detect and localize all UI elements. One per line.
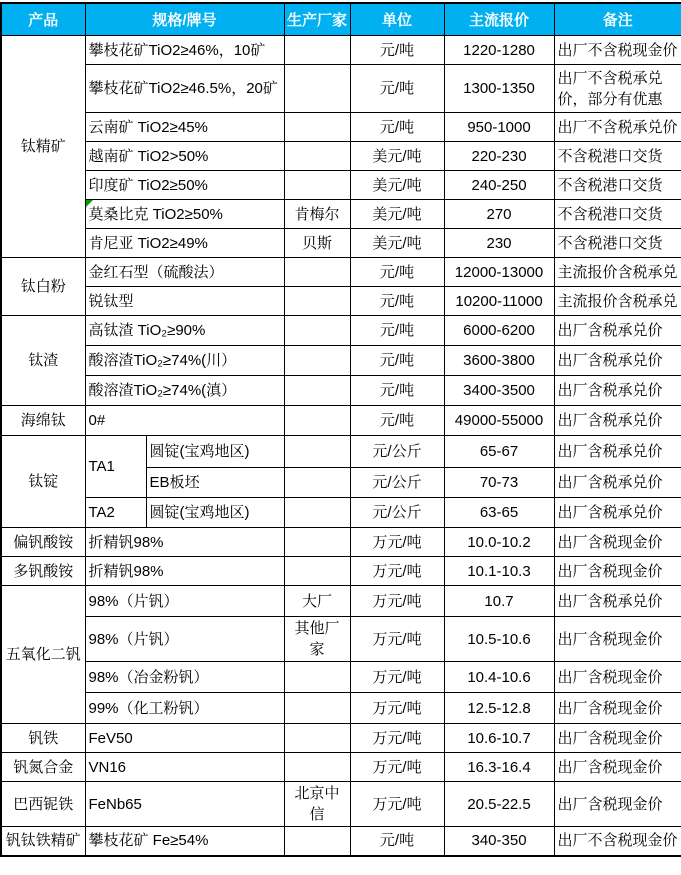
price-cell: 1220-1280 — [444, 36, 554, 65]
price-cell: 10.4-10.6 — [444, 662, 554, 693]
unit-cell: 万元/吨 — [350, 693, 444, 724]
table-header — [1, 3, 681, 36]
table-row — [1, 142, 681, 171]
product-cell: 钛渣 — [1, 316, 85, 406]
manufacturer-cell — [284, 406, 350, 436]
price-cell: 230 — [444, 229, 554, 258]
note-cell: 出厂含税承兑价 — [554, 468, 681, 498]
note-cell: 不含税港口交货 — [554, 229, 681, 258]
note-cell: 不含税港口交货 — [554, 171, 681, 200]
product-cell: 钒氮合金 — [1, 753, 85, 782]
manufacturer-cell — [284, 258, 350, 287]
spec-cell: 云南矿 TiO2≥45% — [85, 113, 284, 142]
unit-cell: 美元/吨 — [350, 229, 444, 258]
note-cell: 出厂含税承兑价 — [554, 586, 681, 617]
price-cell: 1300-1350 — [444, 65, 554, 113]
manufacturer-cell — [284, 557, 350, 586]
unit-cell: 元/吨 — [350, 346, 444, 376]
manufacturer-cell — [284, 171, 350, 200]
spec-cell: 折精钒98% — [85, 557, 284, 586]
unit-cell: 元/吨 — [350, 36, 444, 65]
unit-cell: 元/公斤 — [350, 498, 444, 528]
table-row — [1, 498, 681, 528]
price-table — [0, 2, 681, 857]
product-cell: 钛白粉 — [1, 258, 85, 316]
table-row — [1, 557, 681, 586]
manufacturer-cell — [284, 724, 350, 753]
note-cell: 不含税港口交货 — [554, 200, 681, 229]
manufacturer-cell: 北京中信 — [284, 782, 350, 827]
manufacturer-cell — [284, 346, 350, 376]
manufacturer-cell: 肯梅尔 — [284, 200, 350, 229]
spec-cell — [85, 200, 284, 229]
note-cell: 出厂含税现金价 — [554, 617, 681, 662]
col-header-price: 主流报价 — [444, 3, 554, 36]
table-row — [1, 436, 681, 468]
unit-cell: 万元/吨 — [350, 586, 444, 617]
manufacturer-cell — [284, 693, 350, 724]
note-cell: 出厂含税现金价 — [554, 528, 681, 557]
spec-cell: 印度矿 TiO2≥50% — [85, 171, 284, 200]
unit-cell: 元/吨 — [350, 258, 444, 287]
table-row — [1, 827, 681, 856]
manufacturer-cell — [284, 65, 350, 113]
price-cell: 340-350 — [444, 827, 554, 856]
manufacturer-cell — [284, 376, 350, 406]
price-cell: 270 — [444, 200, 554, 229]
price-cell: 220-230 — [444, 142, 554, 171]
header-row — [1, 3, 681, 36]
spec-cell: 越南矿 TiO2>50% — [85, 142, 284, 171]
manufacturer-cell: 贝斯 — [284, 229, 350, 258]
note-cell: 出厂含税现金价 — [554, 662, 681, 693]
price-cell: 65-67 — [444, 436, 554, 468]
note-cell: 出厂含税现金价 — [554, 557, 681, 586]
price-cell: 10200-11000 — [444, 287, 554, 316]
product-cell: 巴西铌铁 — [1, 782, 85, 827]
manufacturer-cell — [284, 287, 350, 316]
price-cell: 12.5-12.8 — [444, 693, 554, 724]
unit-cell: 万元/吨 — [350, 724, 444, 753]
spec-cell: 肯尼亚 TiO2≥49% — [85, 229, 284, 258]
spec-cell: FeNb65 — [85, 782, 284, 827]
col-header-product: 产品 — [1, 3, 85, 36]
note-cell: 出厂不含税承兑价 — [554, 113, 681, 142]
product-cell: 多钒酸铵 — [1, 557, 85, 586]
price-cell: 3400-3500 — [444, 376, 554, 406]
price-cell: 10.5-10.6 — [444, 617, 554, 662]
spec-cell: 圆锭(宝鸡地区) — [146, 498, 284, 528]
table-row — [1, 693, 681, 724]
spec-cell: 攀枝花矿TiO2≥46%，10矿 — [85, 36, 284, 65]
table-row — [1, 406, 681, 436]
price-cell: 10.1-10.3 — [444, 557, 554, 586]
spec-cell: 酸溶渣TiO₂≥74%(滇） — [85, 376, 284, 406]
price-cell: 63-65 — [444, 498, 554, 528]
manufacturer-cell — [284, 36, 350, 65]
price-cell: 20.5-22.5 — [444, 782, 554, 827]
manufacturer-cell — [284, 436, 350, 468]
table-row — [1, 346, 681, 376]
table-row — [1, 36, 681, 65]
table-row — [1, 200, 681, 229]
unit-cell: 万元/吨 — [350, 753, 444, 782]
unit-cell: 元/吨 — [350, 287, 444, 316]
table-row — [1, 528, 681, 557]
unit-cell: 元/公斤 — [350, 468, 444, 498]
note-cell: 出厂不含税承兑价，部分有优惠 — [554, 65, 681, 113]
note-cell: 出厂不含税现金价 — [554, 827, 681, 856]
spec-cell: 98%（片钒） — [85, 617, 284, 662]
product-cell: 钒钛铁精矿 — [1, 827, 85, 856]
note-cell: 主流报价含税承兑 — [554, 287, 681, 316]
unit-cell: 元/吨 — [350, 406, 444, 436]
price-cell: 12000-13000 — [444, 258, 554, 287]
price-cell: 49000-55000 — [444, 406, 554, 436]
price-cell: 10.0-10.2 — [444, 528, 554, 557]
col-header-unit: 单位 — [350, 3, 444, 36]
unit-cell: 美元/吨 — [350, 171, 444, 200]
note-cell: 出厂含税承兑价 — [554, 376, 681, 406]
price-cell: 950-1000 — [444, 113, 554, 142]
table-row — [1, 258, 681, 287]
table-row — [1, 65, 681, 113]
manufacturer-cell — [284, 468, 350, 498]
unit-cell: 美元/吨 — [350, 200, 444, 229]
unit-cell: 万元/吨 — [350, 662, 444, 693]
manufacturer-cell — [284, 316, 350, 346]
price-cell: 6000-6200 — [444, 316, 554, 346]
manufacturer-cell — [284, 142, 350, 171]
spec-cell: FeV50 — [85, 724, 284, 753]
spec-cell: 98%（冶金粉钒） — [85, 662, 284, 693]
product-cell: 钒铁 — [1, 724, 85, 753]
col-header-note: 备注 — [554, 3, 681, 36]
manufacturer-cell — [284, 827, 350, 856]
note-cell: 出厂不含税现金价 — [554, 36, 681, 65]
spec-cell: 98%（片钒） — [85, 586, 284, 617]
spec-cell: EB板坯 — [146, 468, 284, 498]
note-cell: 出厂含税承兑价 — [554, 498, 681, 528]
price-cell: 70-73 — [444, 468, 554, 498]
table-row — [1, 113, 681, 142]
manufacturer-cell — [284, 113, 350, 142]
price-cell: 3600-3800 — [444, 346, 554, 376]
col-header-spec: 规格/牌号 — [85, 3, 284, 36]
spec-cell: 攀枝花矿TiO2≥46.5%，20矿 — [85, 65, 284, 113]
table-row — [1, 617, 681, 662]
note-cell: 出厂含税现金价 — [554, 724, 681, 753]
spec-cell: 锐钛型 — [85, 287, 284, 316]
manufacturer-cell — [284, 528, 350, 557]
unit-cell: 万元/吨 — [350, 557, 444, 586]
product-cell: 偏钒酸铵 — [1, 528, 85, 557]
spec-cell: 酸溶渣TiO₂≥74%(川） — [85, 346, 284, 376]
price-cell: 240-250 — [444, 171, 554, 200]
unit-cell: 元/公斤 — [350, 436, 444, 468]
unit-cell: 美元/吨 — [350, 142, 444, 171]
spec-text: 莫桑比克 TiO2≥50% — [88, 205, 223, 223]
manufacturer-cell — [284, 498, 350, 528]
unit-cell: 元/吨 — [350, 113, 444, 142]
spec-cell: 金红石型（硫酸法） — [85, 258, 284, 287]
note-cell: 主流报价含税承兑 — [554, 258, 681, 287]
product-cell: 五氧化二钒 — [1, 586, 85, 724]
table-row — [1, 376, 681, 406]
note-cell: 出厂含税现金价 — [554, 693, 681, 724]
cell-comment-marker-icon — [86, 200, 93, 207]
note-cell: 出厂含税现金价 — [554, 753, 681, 782]
grade-cell: TA1 — [85, 436, 146, 498]
spec-cell: VN16 — [85, 753, 284, 782]
table-row — [1, 171, 681, 200]
product-cell: 海绵钛 — [1, 406, 85, 436]
unit-cell: 元/吨 — [350, 65, 444, 113]
note-cell: 不含税港口交货 — [554, 142, 681, 171]
unit-cell: 元/吨 — [350, 827, 444, 856]
product-cell: 钛锭 — [1, 436, 85, 528]
manufacturer-cell — [284, 753, 350, 782]
table-row — [1, 229, 681, 258]
spec-cell: 高钛渣 TiO₂≥90% — [85, 316, 284, 346]
table-row — [1, 724, 681, 753]
table-row — [1, 782, 681, 827]
table-row — [1, 662, 681, 693]
col-header-manufacturer: 生产厂家 — [284, 3, 350, 36]
unit-cell: 元/吨 — [350, 316, 444, 346]
table-row — [1, 287, 681, 316]
note-cell: 出厂含税承兑价 — [554, 406, 681, 436]
product-cell: 钛精矿 — [1, 36, 85, 258]
spec-cell: 99%（化工粉钒） — [85, 693, 284, 724]
price-cell: 10.6-10.7 — [444, 724, 554, 753]
unit-cell: 万元/吨 — [350, 782, 444, 827]
spec-cell: 0# — [85, 406, 284, 436]
price-cell: 16.3-16.4 — [444, 753, 554, 782]
manufacturer-cell: 大厂 — [284, 586, 350, 617]
note-cell: 出厂含税承兑价 — [554, 436, 681, 468]
unit-cell: 万元/吨 — [350, 528, 444, 557]
grade-cell: TA2 — [85, 498, 146, 528]
table-row — [1, 586, 681, 617]
manufacturer-cell — [284, 662, 350, 693]
spec-cell: 攀枝花矿 Fe≥54% — [85, 827, 284, 856]
price-cell: 10.7 — [444, 586, 554, 617]
table-row — [1, 316, 681, 346]
spec-cell: 圆锭(宝鸡地区) — [146, 436, 284, 468]
spec-cell: 折精钒98% — [85, 528, 284, 557]
note-cell: 出厂含税承兑价 — [554, 316, 681, 346]
unit-cell: 元/吨 — [350, 376, 444, 406]
unit-cell: 万元/吨 — [350, 617, 444, 662]
note-cell: 出厂含税承兑价 — [554, 346, 681, 376]
table-row — [1, 753, 681, 782]
manufacturer-cell: 其他厂家 — [284, 617, 350, 662]
note-cell: 出厂含税现金价 — [554, 782, 681, 827]
